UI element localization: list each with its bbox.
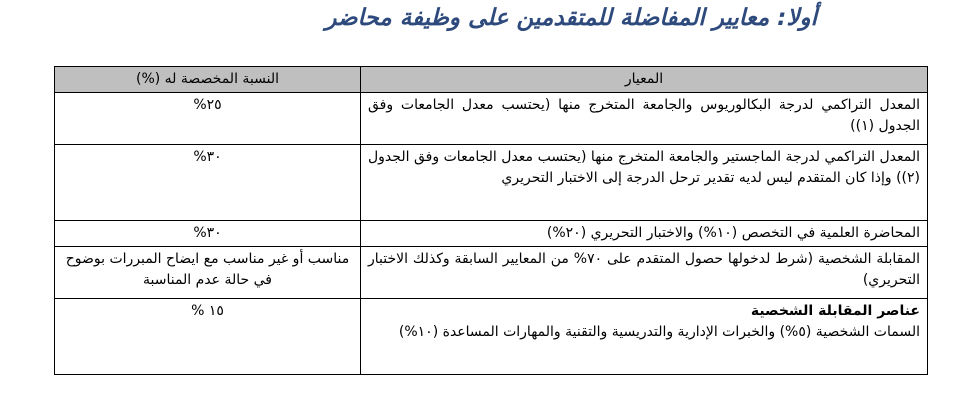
interview-elements-text: السمات الشخصية (٥%) والخبرات الإدارية والتدريسية والتقنية والمهارات المساعدة (١٠%) bbox=[398, 324, 920, 340]
table-row bbox=[55, 299, 928, 375]
percentage-cell: ٣٠% bbox=[55, 145, 361, 221]
percentage-cell: ١٥ % bbox=[55, 299, 361, 375]
percentage-cell: ٣٠% bbox=[55, 221, 361, 247]
header-criterion: المعيار bbox=[361, 67, 928, 93]
criterion-cell bbox=[361, 299, 928, 375]
criteria-table bbox=[54, 66, 928, 375]
percentage-cell: ٢٥% bbox=[55, 93, 361, 145]
interview-elements-title: عناصر المقابلة الشخصية bbox=[750, 303, 920, 319]
criterion-cell: المعدل التراكمي لدرجة البكالوريوس والجامعة المتخرج منها (يحتسب معدل الجامعات وفق الجدول (١)) bbox=[361, 93, 928, 145]
criterion-cell: المقابلة الشخصية (شرط لدخولها حصول المتقدم على ٧٠% من المعايير السابقة وكذلك الاختبار التحريري) bbox=[361, 247, 928, 299]
table-row bbox=[55, 221, 928, 247]
criterion-cell: المعدل التراكمي لدرجة الماجستير والجامعة المتخرج منها (يحتسب معدل الجامعات وفق الجدول (٢)) وإذا كان المتقدم ليس لديه تقدير ترحل الدرجة إلى الاختبار التحريري bbox=[361, 145, 928, 221]
criterion-cell: المحاضرة العلمية في التخصص (١٠%) والاختبار التحريري (٢٠%) bbox=[361, 221, 928, 247]
table-header-row bbox=[55, 67, 928, 93]
header-percentage: النسبة المخصصة له (%) bbox=[55, 67, 361, 93]
table-row bbox=[55, 247, 928, 299]
table-row bbox=[55, 145, 928, 221]
percentage-cell: مناسب أو غير مناسب مع ايضاح المبررات بوضوح في حالة عدم المناسبة bbox=[55, 247, 361, 299]
table-row bbox=[55, 93, 928, 145]
page-title: أولا: معايير المفاضلة للمتقدمين على وظيفة محاضر bbox=[325, 5, 817, 31]
